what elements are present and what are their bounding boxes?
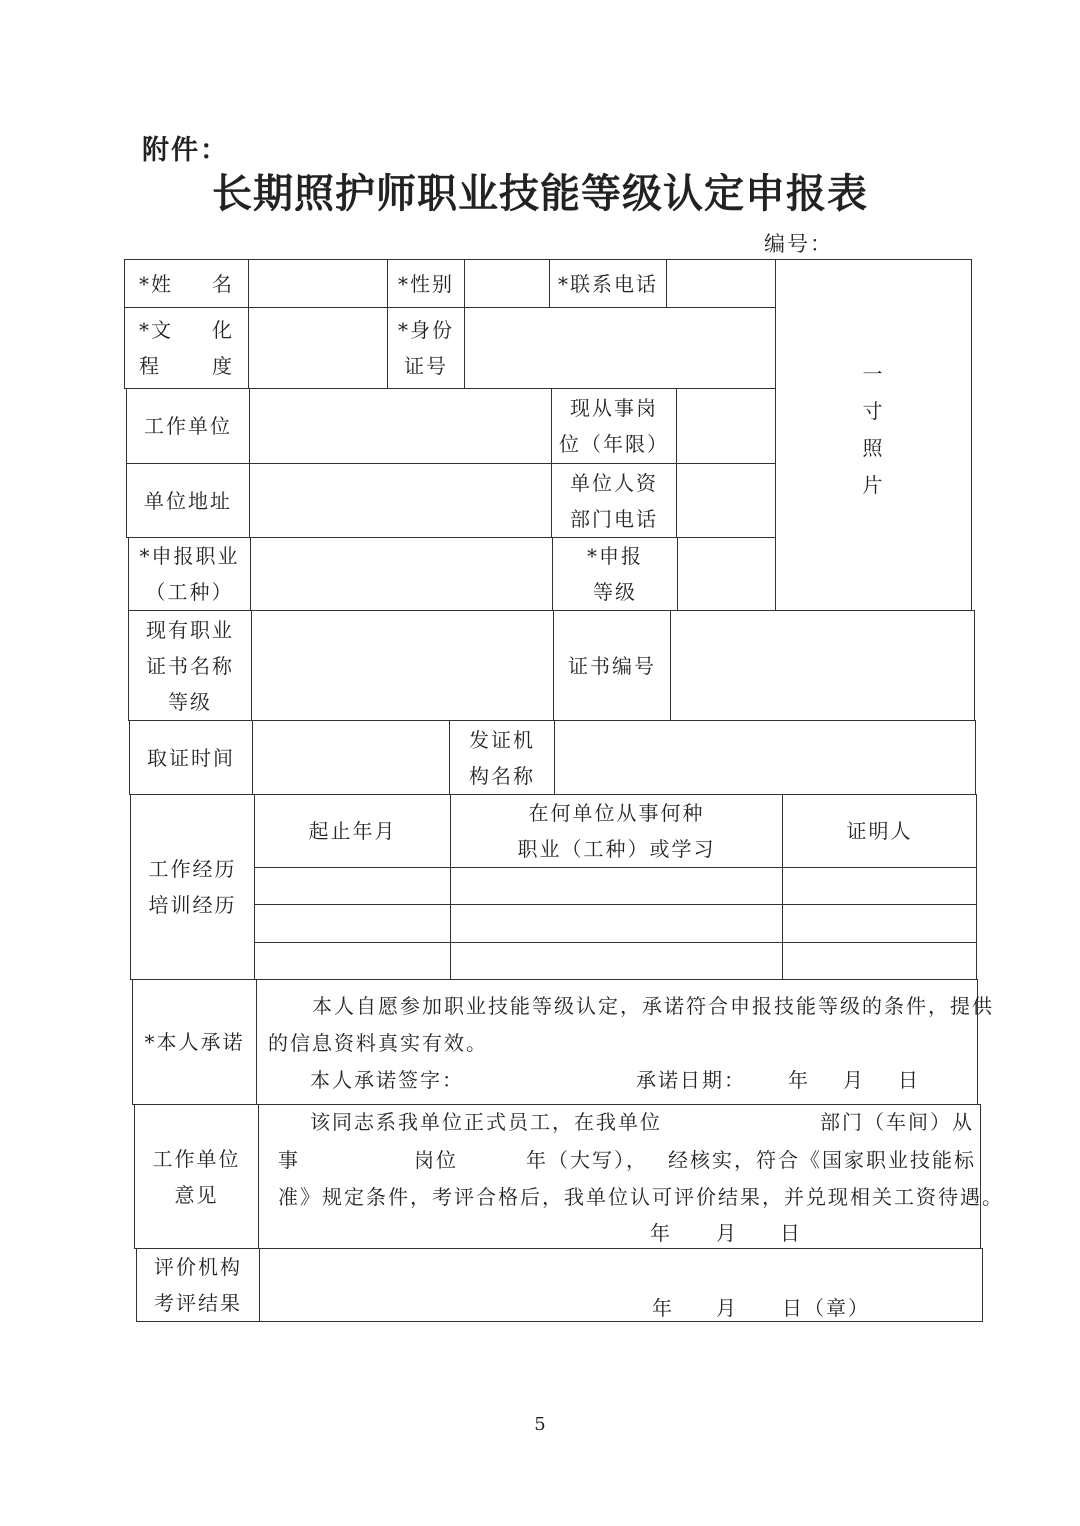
experience-cell[interactable] (782, 942, 977, 980)
cert-no-label: 证书编号 (553, 610, 671, 721)
id-card-field[interactable] (464, 307, 776, 389)
evaluation-month: 月 (716, 1296, 738, 1320)
phone-field[interactable] (666, 259, 776, 308)
serial-number-label: 编号： (764, 232, 833, 256)
education-label: *文 化 程 度 (124, 307, 249, 389)
pledge-line-2: 的信息资料真实有效。 (268, 1031, 488, 1055)
cert-name-label: 现有职业 证书名称 等级 (128, 610, 252, 721)
experience-cell[interactable] (782, 867, 977, 905)
pledge-signature-label: 本人承诺签字： (310, 1068, 464, 1092)
cert-name-field[interactable] (251, 610, 554, 721)
opinion-line-2a: 事 (278, 1148, 300, 1172)
experience-cell[interactable] (254, 904, 451, 943)
opinion-line-2d: 经核实，符合《国家职业技能标 (668, 1148, 976, 1172)
opinion-line-3: 准》规定条件，考评合格后，我单位认可评价结果，并兑现相关工资待遇。 (278, 1185, 1004, 1209)
opinion-line-2c: 年（大写）， (526, 1148, 648, 1172)
experience-cell[interactable] (450, 942, 783, 980)
phone-label: *联系电话 (549, 259, 667, 308)
id-card-label: *身份 证号 (387, 307, 465, 389)
form-title: 长期照护师职业技能等级认定申报表 (212, 171, 868, 217)
witness-header: 证明人 (782, 794, 977, 868)
gender-label: *性别 (387, 259, 465, 308)
pledge-year: 年 (788, 1068, 810, 1092)
evaluation-label: 评价机构 考评结果 (136, 1248, 260, 1322)
gender-field[interactable] (464, 259, 550, 308)
cert-no-field[interactable] (670, 610, 975, 721)
experience-label: 工作经历 培训经历 (130, 794, 255, 980)
opinion-line-1a: 该同志系我单位正式员工，在我单位 (310, 1110, 662, 1134)
evaluation-box (259, 1248, 983, 1322)
cert-date-field[interactable] (252, 720, 450, 795)
experience-cell[interactable] (450, 867, 783, 905)
name-field[interactable] (248, 259, 388, 308)
experience-cell[interactable] (254, 942, 451, 980)
education-field[interactable] (248, 307, 388, 389)
evaluation-year: 年 (652, 1296, 674, 1320)
period-header: 起止年月 (254, 794, 451, 868)
hr-phone-label: 单位人资 部门电话 (551, 463, 677, 538)
pledge-line-1: 本人自愿参加职业技能等级认定，承诺符合申报技能等级的条件，提供 (312, 994, 994, 1018)
pledge-label: *本人承诺 (132, 979, 257, 1105)
employer-address-field[interactable] (249, 463, 552, 538)
experience-cell[interactable] (782, 904, 977, 943)
employer-label: 工作单位 (126, 388, 250, 464)
page-number: 5 (534, 1414, 546, 1435)
pledge-date-label: 承诺日期： (636, 1068, 746, 1092)
issuer-label: 发证机 构名称 (449, 720, 555, 795)
pledge-day: 日 (898, 1068, 920, 1092)
cert-date-label: 取证时间 (129, 720, 253, 795)
hr-phone-field[interactable] (676, 463, 776, 538)
opinion-year: 年 (650, 1221, 672, 1245)
position-label: 现从事岗 位（年限） (551, 388, 677, 464)
employer-opinion-label: 工作单位 意见 (134, 1104, 259, 1249)
level-field[interactable] (677, 537, 776, 611)
pledge-month: 月 (843, 1068, 865, 1092)
evaluation-day-seal: 日（章） (782, 1296, 870, 1320)
opinion-line-2b: 岗位 (414, 1148, 458, 1172)
name-label: *姓 名 (124, 259, 249, 308)
opinion-day: 日 (780, 1221, 802, 1245)
employer-address-label: 单位地址 (126, 463, 250, 538)
level-label: *申报 等级 (552, 537, 678, 611)
position-field[interactable] (676, 388, 776, 464)
experience-cell[interactable] (254, 867, 451, 905)
employer-field[interactable] (249, 388, 552, 464)
photo-box[interactable]: 一 寸 照 片 (775, 259, 972, 611)
org-header: 在何单位从事何种 职业（工种）或学习 (450, 794, 783, 868)
occupation-field[interactable] (250, 537, 553, 611)
occupation-label: *申报职业 （工种） (128, 537, 251, 611)
issuer-field[interactable] (554, 720, 976, 795)
attachment-label: 附件： (142, 135, 229, 166)
experience-cell[interactable] (450, 904, 783, 943)
opinion-line-1b: 部门（车间）从 (820, 1110, 974, 1134)
opinion-month: 月 (716, 1221, 738, 1245)
